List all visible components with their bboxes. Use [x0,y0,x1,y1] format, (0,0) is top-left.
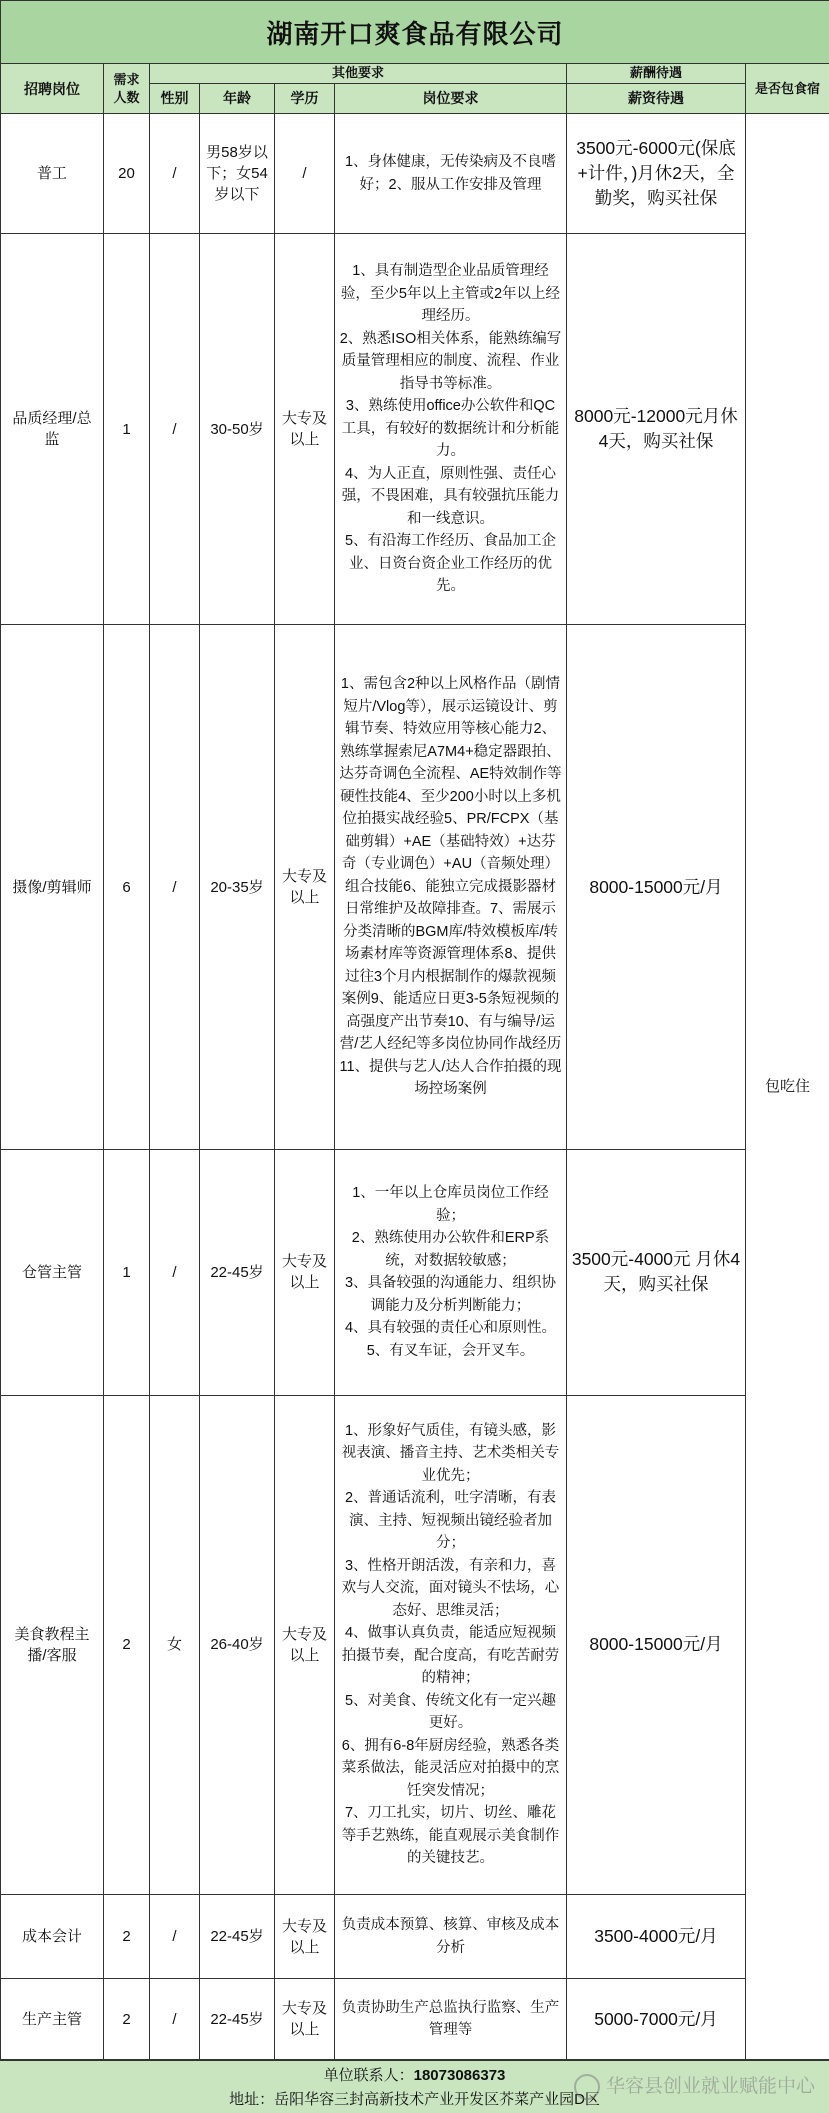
header-count: 需求人数 [104,64,150,113]
position-cell: 普工 [1,113,104,234]
count-cell: 2 [104,1395,150,1894]
header-other-requirements: 其他要求 [150,64,567,83]
header-education: 学历 [275,83,335,113]
education-cell: 大专及以上 [275,1894,335,1979]
salary-cell: 5000-7000元/月 [567,1979,746,2060]
education-cell: 大专及以上 [275,1979,335,2060]
age-cell: 22-45岁 [200,1150,275,1396]
gender-cell: / [150,234,200,624]
count-cell: 1 [104,234,150,624]
gender-cell: / [150,113,200,234]
board-cell: 包吃住 [746,113,829,2059]
gender-cell: / [150,1150,200,1396]
header-position: 招聘岗位 [1,64,104,113]
count-cell: 2 [104,1979,150,2060]
position-cell: 品质经理/总监 [1,234,104,624]
gender-cell: / [150,1979,200,2060]
gender-cell: / [150,1894,200,1979]
watermark-text: 华容县创业就业赋能中心 [605,2076,815,2097]
header-salary-group: 薪酬待遇 [567,64,746,83]
salary-cell: 8000元-12000元月休4天，购买社保 [567,234,746,624]
address-line: 地址：岳阳华容三封高新技术产业开发区芥菜产业园D区 [229,2091,600,2108]
position-cell: 仓管主管 [1,1150,104,1396]
education-cell: 大专及以上 [275,1395,335,1894]
gender-cell: 女 [150,1395,200,1894]
watermark [574,2060,815,2113]
salary-cell: 3500元-6000元(保底+计件，)月休2天，全勤奖，购买社保 [567,113,746,234]
age-cell: 20-35岁 [200,624,275,1149]
position-cell: 生产主管 [1,1979,104,2060]
education-cell: 大专及以上 [275,1150,335,1396]
salary-cell: 3500-4000元/月 [567,1894,746,1979]
contact-label: 单位联系人： [323,2067,414,2084]
table-row [1,1979,829,2060]
count-cell: 1 [104,1150,150,1396]
header-salary: 薪资待遇 [567,83,746,113]
education-cell: 大专及以上 [275,234,335,624]
requirements-cell: 1、一年以上仓库员岗位工作经验； 2、熟练使用办公软件和ERP系统，对数据较敏感； 3、具备较强的沟通能力、组织协调能力及分析判断能力； 4、具有较强的责任心和原则性。 5、有叉车证，会开叉车。 [335,1150,567,1396]
table-row [1,234,829,624]
position-cell: 美食教程主播/客服 [1,1395,104,1894]
table-row [1,624,829,1149]
company-title: 湖南开口爽食品有限公司 [1,1,829,64]
requirements-cell: 负责协助生产总监执行监察、生产管理等 [335,1979,567,2060]
header-gender: 性别 [150,83,200,113]
requirements-cell: 负责成本预算、核算、审核及成本分析 [335,1894,567,1979]
age-cell: 30-50岁 [200,234,275,624]
header-board: 是否包食宿 [746,64,829,113]
position-cell: 摄像/剪辑师 [1,624,104,1149]
header-age: 年龄 [200,83,275,113]
age-cell: 22-45岁 [200,1894,275,1979]
age-cell: 26-40岁 [200,1395,275,1894]
salary-cell: 3500元-4000元 月休4天，购买社保 [567,1150,746,1396]
requirements-cell: 1、具有制造型企业品质管理经验，至少5年以上主管或2年以上经理经历。 2、熟悉ISO相关体系，能熟练编写质量管理相应的制度、流程、作业指导书等标准。 3、熟练使用office办公软件和QC工具，有较好的数据统计和分析能力。 4、为人正直，原则性强、责任心强，不畏困难，具有较强抗压能力和一线意识。 5、有沿海工作经历、食品加工企业、日资台资企业工作经历的优先。 [335,234,567,624]
table-row [1,113,829,234]
header-job-requirements: 岗位要求 [335,83,567,113]
position-cell: 成本会计 [1,1894,104,1979]
table-row [1,1150,829,1396]
table-row [1,1395,829,1894]
requirements-cell: 1、身体健康，无传染病及不良嗜好；2、服从工作安排及管理 [335,113,567,234]
requirements-cell: 1、需包含2种以上风格作品（剧情短片/Vlog等），展示运镜设计、剪辑节奏、特效应用等核心能力2、熟练掌握索尼A7M4+稳定器跟拍、达芬奇调色全流程、AE特效制作等硬性技能4、至少200小时以上多机位拍摄实战经验5、PR/FCPX（基础剪辑）+AE（基础特效）+达芬奇（专业调色）+AU（音频处理）组合技能6、能独立完成摄影器材日常维护及故障排查。7、需展示分类清晰的BGM库/特效模板库/转场素材库等资源管理体系8、提供过往3个月内根据制作的爆款视频案例9、能适应日更3-5条短视频的高强度产出节奏10、有与编导/运营/艺人经纪等多岗位协同作战经历11、提供与艺人/达人合作拍摄的现场控场案例 [335,624,567,1149]
count-cell: 2 [104,1894,150,1979]
salary-cell: 8000-15000元/月 [567,1395,746,1894]
count-cell: 20 [104,113,150,234]
count-cell: 6 [104,624,150,1149]
age-cell: 男58岁以下；女54岁以下 [200,113,275,234]
watermark-logo-icon [574,2074,600,2100]
requirements-cell: 1、形象好气质佳，有镜头感，影视表演、播音主持、艺术类相关专业优先； 2、普通话流利，吐字清晰，有表演、主持、短视频出镜经验者加分； 3、性格开朗活泼，有亲和力，喜欢与人交流，面对镜头不怯场，心态好、思维灵活； 4、做事认真负责，能适应短视频拍摄节奏，配合度高，有吃苦耐劳的精神； 5、对美食、传统文化有一定兴趣更好。 6、拥有6-8年厨房经验，熟悉各类菜系做法，能灵活应对拍摄中的烹饪突发情况； 7、刀工扎实，切片、切丝、雕花等手艺熟练，能直观展示美食制作的关键技艺。 [335,1395,567,1894]
table-row [1,1894,829,1979]
salary-cell: 8000-15000元/月 [567,624,746,1149]
education-cell: / [275,113,335,234]
age-cell: 22-45岁 [200,1979,275,2060]
education-cell: 大专及以上 [275,624,335,1149]
contact-phone: 18073086373 [413,2067,506,2084]
gender-cell: / [150,624,200,1149]
